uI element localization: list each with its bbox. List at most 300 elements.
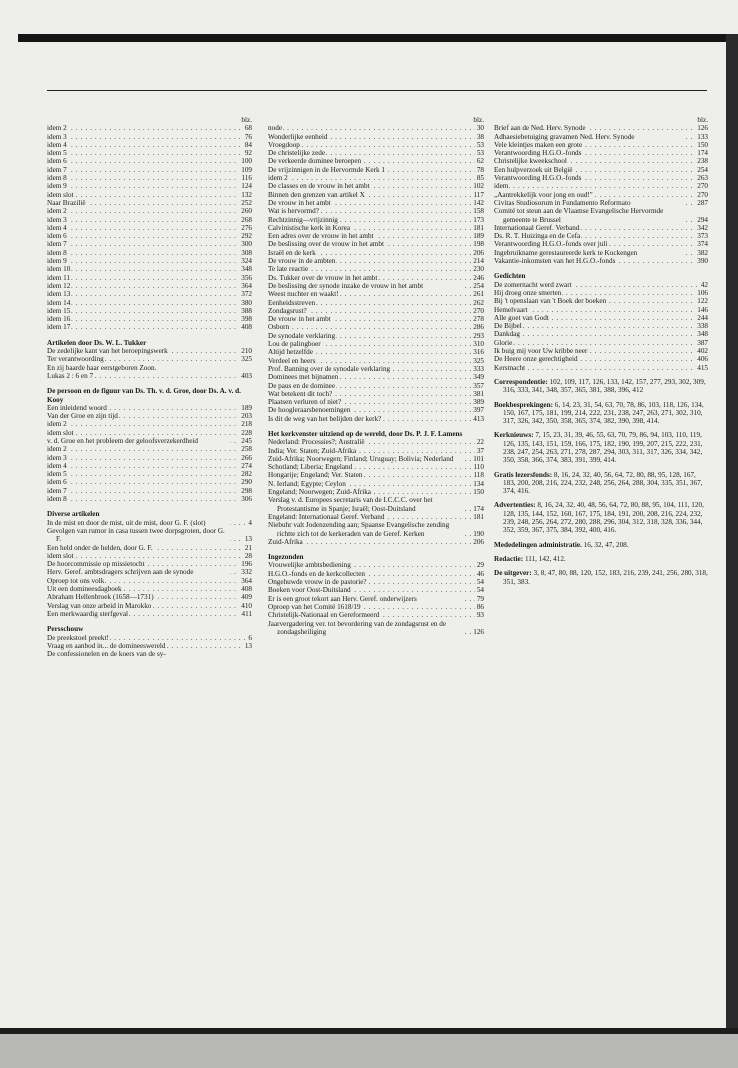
section-heading: Persschouw [47, 625, 84, 634]
page-reference-list [494, 401, 708, 426]
index-entry [494, 149, 708, 157]
index-entry [268, 157, 484, 165]
index-entry [268, 463, 484, 471]
section-heading: Diverse artikelen [47, 510, 100, 519]
entry-page-number: 364 [241, 576, 252, 585]
entry-page-number: 390 [697, 257, 708, 266]
index-entry [268, 578, 484, 586]
index-entry [268, 265, 484, 273]
entry-page-number: 37 [476, 446, 484, 455]
reference-label: Gratis lezersfonds: [494, 470, 553, 479]
entry-title: De classes en de vrouw in het ambt [268, 182, 370, 191]
index-entry [47, 462, 252, 470]
entry-title: Te late reactie [268, 265, 309, 274]
entry-page-number: 298 [241, 486, 252, 495]
entry-title: idem 9 [47, 257, 67, 266]
entry-title: Ongehuwde vrouw in de pastorie? [268, 578, 367, 587]
entry-title: . . . Herv. Geref. ambtsdragers schrijven aan de synode [47, 568, 230, 576]
index-entry [268, 299, 484, 307]
entry-page-number: 387 [697, 338, 708, 347]
index-entry [494, 297, 708, 305]
entry-title: De beslissing over de vrouw in het ambt [268, 240, 384, 249]
index-entry [494, 314, 708, 322]
entry-title: idem 4 [47, 223, 67, 232]
index-entry [268, 340, 484, 348]
index-entry [268, 620, 484, 637]
entry-page-number: 173 [473, 215, 484, 224]
index-entry [268, 348, 484, 356]
entry-page-number: 270 [697, 182, 708, 191]
index-entry [268, 513, 484, 521]
entry-page-number: 290 [241, 478, 252, 487]
index-entry [47, 199, 252, 207]
entry-title: Ter verantwoording [47, 355, 104, 364]
entry-page-number: 124 [241, 182, 252, 191]
index-entry [494, 355, 708, 363]
entry-title: idem [494, 182, 509, 191]
entry-title: . . . Niebuhr valt Jodenzending aan; Spaanse Evangelische zending richtte zich tot de kerkeraden van de Geref. Kerken [268, 521, 462, 538]
entry-title: Dankdag [494, 330, 520, 339]
entry-page-number: 413 [473, 414, 484, 423]
reference-label: Kerknieuws: [494, 431, 534, 440]
entry-page-number: 13 [244, 535, 252, 544]
entry-title: Vraag en aanbod in... de domineeswereld [47, 641, 166, 650]
entry-title: Een inleidend woord [47, 403, 107, 412]
reference-label: De uitgever: [494, 569, 532, 578]
index-entry [494, 289, 708, 297]
index-entry [47, 560, 252, 568]
index-entry [47, 602, 252, 610]
scan-right-edge [726, 34, 738, 1034]
entry-page-number: 150 [473, 488, 484, 497]
index-entry [494, 339, 708, 347]
entry-title: idem 5 [47, 470, 67, 479]
entry-page-number: 306 [241, 495, 252, 504]
entry-title: idem 9 [47, 182, 67, 191]
entry-page-number: 364 [241, 281, 252, 290]
index-entry [47, 634, 252, 642]
index-entry [47, 429, 252, 437]
index-entry [268, 373, 484, 381]
index-entry [47, 454, 252, 462]
entry-title: Zuid-Afrika [268, 537, 303, 546]
index-entry [47, 166, 252, 174]
index-entry [268, 174, 484, 182]
entry-page-number: 308 [241, 248, 252, 257]
index-entry [47, 610, 252, 618]
page-reference-list [494, 471, 708, 496]
entry-page-number: 228 [241, 428, 252, 437]
entry-page-number: 106 [697, 288, 708, 297]
index-entry [268, 415, 484, 423]
entry-title: De vrijzinnigen in de Hervormde Kerk 1 [268, 165, 385, 174]
entry-page-number: 30 [476, 124, 484, 133]
entry-page-number: 46 [476, 569, 484, 578]
entry-title: . . . In de mist en door de mist, uit de mist, door G. F. (slot) [47, 519, 230, 527]
entry-title: Verdeel en heers [268, 356, 316, 365]
entry-text: De confessionelen en de koers van de sy- [47, 650, 166, 659]
reference-pages: 102, 109, 117, 126, 133, 142, 157, 277, 293, 302, 309, 316, 333, 341, 348, 357, 365, 381, 388, 396, 412 [503, 377, 706, 395]
header-rule [47, 90, 707, 91]
section-heading: Ingezonden [268, 553, 304, 562]
index-entry [47, 290, 252, 298]
index-entry [494, 364, 708, 372]
entry-title: Naar Brazilië [47, 198, 86, 207]
entry-title: idem 16 [47, 315, 71, 324]
entry-title: idem 10 [47, 265, 71, 274]
entry-title: idem 7 [47, 486, 67, 495]
index-entry [494, 124, 708, 132]
entry-page-number: 116 [241, 174, 252, 183]
entry-title: Weest nuchter en waakt! [268, 290, 339, 299]
entry-title: Een held onder de helden, door G. F. [47, 543, 153, 552]
entry-page-number: 333 [473, 364, 484, 373]
index-entry [268, 240, 484, 248]
entry-page-number: 254 [473, 281, 484, 290]
reference-label: Correspondentie: [494, 377, 548, 386]
entry-title: idem 6 [47, 478, 67, 487]
index-entry [47, 568, 252, 576]
index-entry [268, 249, 484, 257]
entry-title: Een adres over de vrouw in het ambt [268, 232, 374, 241]
entry-page-number: 53 [476, 140, 484, 149]
entry-page-number: 181 [473, 223, 484, 232]
entry-page-number: 206 [473, 248, 484, 257]
entry-page-number: 190 [473, 529, 484, 538]
entry-page-number: 270 [473, 306, 484, 315]
index-entry [47, 124, 252, 132]
entry-title: idem slot [47, 190, 74, 199]
reference-pages: 6, 14, 23, 31, 54, 63, 70, 78, 86, 103, 118, 126, 134, 150, 167, 175, 181, 199, 214, 222, 231, 238, 247, 263, 271, 302, 310, 317, 326, 342, 350, 358, 365, 374, 382, 390, 398, 414. [503, 400, 704, 426]
index-entry [268, 398, 484, 406]
entry-title: idem 17 [47, 323, 71, 332]
entry-page-number: 62 [476, 157, 484, 166]
index-column-2 [268, 116, 484, 636]
index-entry [268, 149, 484, 157]
index-entry [268, 232, 484, 240]
index-entry [494, 240, 708, 248]
entry-title: Een hulpverzoek uit België [494, 165, 573, 174]
entry-title: Ds. Tukker over de vrouw in het ambt [268, 273, 378, 282]
index-entry [268, 141, 484, 149]
entry-page-number: 100 [241, 157, 252, 166]
entry-title: De vrouw in het ambt [268, 315, 331, 324]
index-entry [494, 166, 708, 174]
entry-title: idem 7 [47, 240, 67, 249]
page-reference-list [494, 569, 708, 586]
reference-label: Advertenties: [494, 501, 536, 510]
entry-page-number: 158 [473, 207, 484, 216]
entry-title: . . . Comité tot steun aan de Vlaamse Evangelische Hervormde gemeente te Brussel [494, 207, 686, 224]
index-entry [47, 372, 252, 380]
entry-page-number: 42 [700, 280, 708, 289]
reference-label: Redactie: [494, 554, 524, 563]
index-entry [494, 232, 708, 240]
entry-page-number: 252 [241, 198, 252, 207]
index-entry [268, 595, 484, 603]
index-entry [494, 281, 708, 289]
index-entry [494, 347, 708, 355]
entry-page-number: 78 [476, 165, 484, 174]
index-entry [47, 355, 252, 363]
entry-page-number: 4 [248, 518, 252, 527]
entry-page-number: 293 [473, 331, 484, 340]
entry-page-number: 84 [244, 140, 252, 149]
entry-page-number: 93 [476, 611, 484, 620]
entry-page-number: 244 [697, 313, 708, 322]
entry-page-number: 381 [473, 389, 484, 398]
entry-page-number: 54 [476, 586, 484, 595]
entry-title: Rechtzinnig—vrijzinnig [268, 215, 338, 224]
entry-title: Vrouwelijke ambtsbediening [268, 561, 351, 570]
entry-title: Van der Groe en zijn tijd [47, 412, 118, 421]
entry-page-number: 332 [241, 568, 252, 577]
page-reference-list [494, 431, 708, 464]
index-entry [47, 265, 252, 273]
entry-title: De Heere onze gerechtigheid [494, 355, 578, 364]
index-entry [47, 495, 252, 503]
index-entry [47, 552, 252, 560]
index-entry [268, 332, 484, 340]
index-entry [47, 274, 252, 282]
index-entry [47, 191, 252, 199]
index-entry [47, 282, 252, 290]
entry-title: De verkeerde dominee beroepen [268, 157, 362, 166]
entry-title: idem 8 [47, 248, 67, 257]
entry-title: idem 8 [47, 495, 67, 504]
index-entry [268, 488, 484, 496]
entry-title: Altijd hetzelfde [268, 348, 313, 357]
entry-page-number: 245 [241, 436, 252, 445]
entry-title: . . . Gevolgen van rumor in casa tussen twee dorpsgroten, door G. F. [47, 527, 230, 544]
entry-title: Prof. Banning over de synodale verklaring [268, 364, 391, 373]
entry-title: Verantwoording H.G.O.-fonds [494, 149, 582, 158]
entry-page-number: 397 [473, 406, 484, 415]
entry-title: idem slot [47, 551, 74, 560]
entry-page-number: 324 [241, 257, 252, 266]
index-entry [47, 404, 252, 412]
entry-page-number: 218 [241, 420, 252, 429]
index-entry [268, 257, 484, 265]
index-entry [47, 593, 252, 601]
index-entry [268, 191, 484, 199]
index-entry [47, 299, 252, 307]
entry-title: idem 4 [47, 461, 67, 470]
index-entry [268, 586, 484, 594]
entry-title: Engeland: Internationaal Geref. Verband [268, 512, 385, 521]
entry-title: Hij droeg onze smerten [494, 288, 562, 297]
entry-title: idem 15 [47, 306, 71, 315]
index-entry [47, 470, 252, 478]
index-entry [494, 174, 708, 182]
entry-title: Zondagsrust? [268, 306, 307, 315]
entry-page-number: 22 [476, 438, 484, 447]
entry-title: Vele kleintjes maken een grote [494, 140, 583, 149]
entry-title: Ds. R. T. Huizinga en de Cefa [494, 232, 581, 241]
entry-title: Alle goet van Godt [494, 313, 549, 322]
entry-page-number: 254 [697, 165, 708, 174]
entry-page-number: 410 [241, 601, 252, 610]
entry-page-number: 357 [473, 381, 484, 390]
entry-title: . . . Verslag v. d. Europees secretaris van de I.C.C.C. over het Protestantisme in Spanje; Israël; Oost-Duitsland [268, 496, 462, 513]
index-entry [268, 603, 484, 611]
entry-page-number: 260 [241, 207, 252, 216]
entry-title: idem 8 [47, 174, 67, 183]
entry-page-number: 13 [244, 641, 252, 650]
index-entry [268, 447, 484, 455]
scan-bottom-margin [0, 1034, 738, 1068]
entry-page-number: 389 [473, 398, 484, 407]
entry-page-number: 68 [244, 124, 252, 133]
entry-page-number: 28 [244, 551, 252, 560]
index-entry [268, 406, 484, 414]
entry-title: Wonderlijke eenheid [268, 132, 328, 141]
entry-title: Vakantie-inkomsten van het H.G.O.-fonds [494, 257, 616, 266]
entry-title: idem 14 [47, 298, 71, 307]
entry-title: Calvinistische kerk in Korea [268, 223, 351, 232]
index-entry [494, 330, 708, 338]
reference-pages: 8, 16, 24, 32, 40, 56, 64, 72, 80, 88, 95, 128, 167, 183, 200, 208, 216, 224, 232, 248, 256, 264, 288, 304, 335, 351, 367, 374, 416. [503, 470, 703, 496]
entry-title: idem 2 [47, 124, 67, 133]
entry-title: De paus en de dominee [268, 381, 336, 390]
entry-title: idem 2 [47, 420, 67, 429]
entry-title: idem 3 [47, 453, 67, 462]
entry-title: Christelijke kweekschool [494, 157, 567, 166]
entry-title: . . . Adhaesiebetuiging gravamen Ned. Herv. Synode [494, 133, 686, 141]
entry-title: . . . Jaarvergadering ver. tot bevordering van de zondagsrust en de zondagsheiliging [268, 620, 462, 637]
column-header-blz: blz. [473, 116, 484, 124]
index-entry [494, 306, 708, 314]
entry-page-number: 206 [473, 537, 484, 546]
entry-page-number: 189 [241, 403, 252, 412]
entry-page-number: 122 [697, 297, 708, 306]
entry-text: En zij baarde haar eerstgeboren Zoon. [47, 363, 157, 372]
entry-page-number: 316 [473, 348, 484, 357]
entry-page-number: 29 [476, 561, 484, 570]
entry-page-number: 415 [697, 363, 708, 372]
entry-title: idem 5 [47, 149, 67, 158]
index-entry [47, 347, 252, 355]
section-heading: De persoon en de figuur van Ds. Th. v. d. Groe, door Ds. A. v. d. Kooy [47, 387, 241, 404]
index-entry [268, 471, 484, 479]
index-entry [494, 199, 708, 207]
entry-title: De vrouw in het ambt [268, 198, 331, 207]
entry-title: Plaatsen verluren of niet? [268, 398, 342, 407]
entry-title: Oproep van het Comité 1618/19 [268, 602, 361, 611]
entry-title: Binnen den grenzen van artikel X [268, 190, 365, 199]
index-entry [47, 478, 252, 486]
entry-page-number: 238 [697, 157, 708, 166]
entry-page-number: 408 [241, 323, 252, 332]
entry-title: Eenheidsstreven [268, 298, 316, 307]
entry-page-number: 146 [697, 305, 708, 314]
index-entry [47, 544, 252, 552]
entry-page-number: 406 [697, 355, 708, 364]
entry-page-number: 408 [241, 585, 252, 594]
index-entry [47, 141, 252, 149]
entry-title: Ik buig mij voor Uw kribbe neer [494, 347, 588, 356]
entry-page-number: 86 [476, 602, 484, 611]
entry-title: De christelijke zede [268, 149, 326, 158]
reference-pages: 8, 16, 24, 32, 40, 48, 56, 64, 72, 80, 88, 95, 104, 111, 120, 128, 135, 144, 152, 160, 167, 175, 184, 191, 200, 208, 216, 224, 232, 239, 248, 256, 264, 272, 280, 288, 296, 304, 312, 318, 328, 336, 344, 352, 359, 367, 375, 384, 392, 400, 416. [503, 501, 704, 535]
column-header-blz: blz. [241, 116, 252, 124]
reference-pages: 7, 15, 23, 31, 39, 46, 55, 63, 70, 79, 86, 94, 103, 110, 119, 126, 135, 143, 151, 159, 166, 175, 182, 190, 199, 207, 215, 222, 231, 238, 247, 254, 263, 271, 278, 287, 294, 303, 311, 317, 326, 334, 342, 350, 358, 366, 374, 383, 391, 399, 414. [503, 431, 703, 465]
entry-page-number: 286 [473, 323, 484, 332]
entry-page-number: 110 [473, 463, 484, 472]
entry-title: Boeken voor Oost-Duitsland [268, 586, 351, 595]
entry-page-number: 373 [697, 232, 708, 241]
entry-page-number: 21 [244, 543, 252, 552]
entry-page-number: 101 [473, 454, 484, 463]
index-column-3 [494, 116, 708, 586]
entry-page-number: 198 [473, 240, 484, 249]
index-entry [268, 480, 484, 488]
entry-title: Brief aan de Ned. Herv. Synode [494, 124, 586, 133]
section-heading: Artikelen door Ds. W. L. Tukker [47, 338, 147, 347]
entry-title: idem 7 [47, 165, 67, 174]
page-reference-list [494, 541, 708, 549]
entry-title: De preekstoel preekt! [47, 633, 109, 642]
entry-title: idem 4 [47, 140, 67, 149]
index-entry [268, 199, 484, 207]
entry-page-number: 181 [473, 512, 484, 521]
entry-page-number: 388 [241, 306, 252, 315]
entry-page-number: 79 [476, 594, 484, 603]
entry-title: idem 6 [47, 157, 67, 166]
entry-title: Hemelvaart [494, 305, 528, 314]
entry-title: Verslag van onze arbeid in Marokko [47, 601, 152, 610]
entry-page-number: 356 [241, 273, 252, 282]
column-header-blz: blz. [697, 116, 708, 124]
entry-title: De hoorcommissie op missietocht [47, 560, 145, 569]
reference-pages: 3, 8, 47, 80, 88, 120, 152, 183, 216, 239, 241, 256, 280, 318, 351, 383. [503, 569, 708, 586]
entry-page-number: 380 [241, 298, 252, 307]
entry-title: Is dit de weg van het belijden der kerk? [268, 414, 382, 423]
entry-title: Nederland: Processies?; Australië [268, 438, 365, 447]
entry-page-number: 398 [241, 315, 252, 324]
entry-page-number: 372 [241, 290, 252, 299]
entry-title: De hoogleraarsbenoemingen [268, 406, 351, 415]
entry-title: . . . Civitas Studiosorum in Fundamento Reformato [494, 199, 686, 207]
entry-title: . . . Er is een groot tekort aan Herv. Geref. onderwijzers [268, 595, 462, 603]
entry-title: Abraham Hellenbroek (1658—1731) [47, 593, 154, 602]
reference-label: Mededelingen administratie. [494, 540, 582, 549]
index-entry [268, 496, 484, 513]
index-entry [47, 157, 252, 165]
index-entry [268, 438, 484, 446]
entry-page-number: 85 [476, 174, 484, 183]
index-entry [47, 323, 252, 331]
entry-title: De zedelijke kant van het beroepingswerk [47, 347, 168, 356]
index-entry [268, 282, 484, 290]
entry-title: Oproep tot ons volk [47, 576, 105, 585]
entry-title: De Bijbel [494, 322, 522, 331]
entry-title: idem slot [47, 428, 74, 437]
entry-title: idem 2 [47, 445, 67, 454]
entry-page-number: 174 [473, 504, 484, 513]
index-entry [494, 249, 708, 257]
index-entry [47, 437, 252, 445]
index-entry [268, 561, 484, 569]
index-entry [47, 420, 252, 428]
index-entry [268, 290, 484, 298]
entry-page-number: 189 [473, 232, 484, 241]
entry-page-number: 268 [241, 215, 252, 224]
entry-page-number: 287 [697, 198, 708, 207]
index-entry [268, 390, 484, 398]
index-entry [47, 487, 252, 495]
entry-page-number: 92 [244, 149, 252, 158]
